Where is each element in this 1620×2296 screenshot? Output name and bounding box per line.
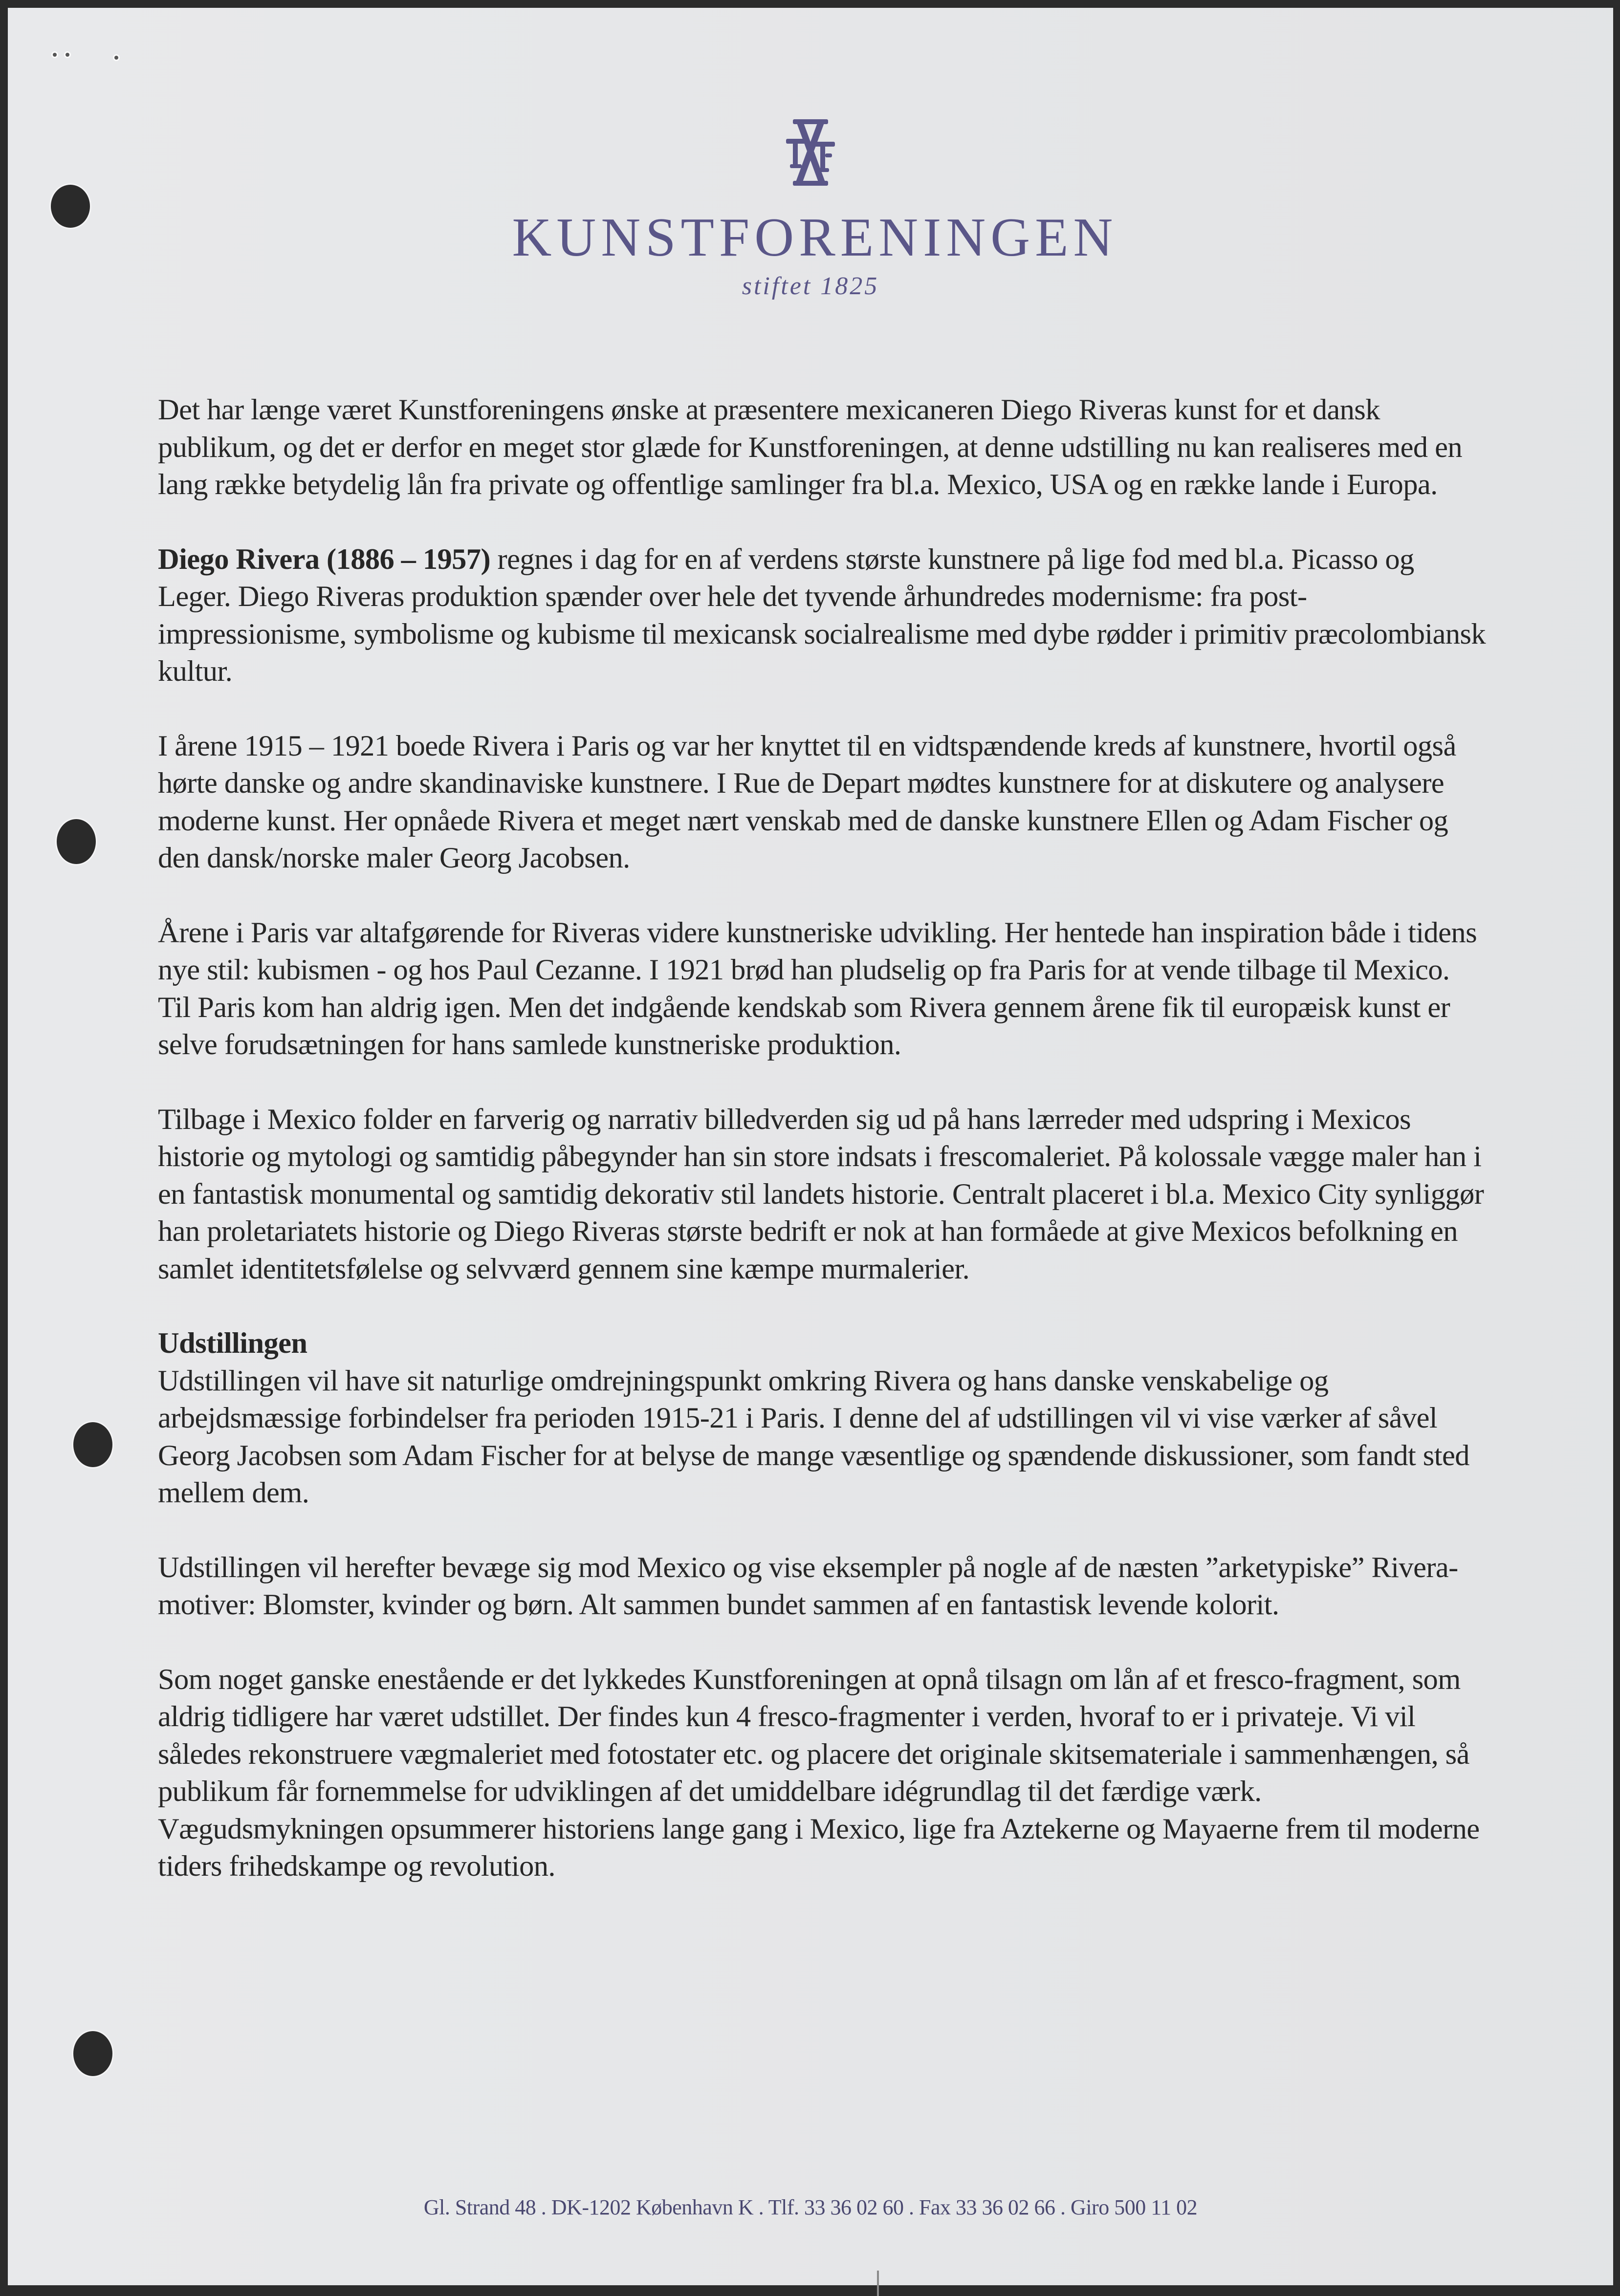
scan-mark xyxy=(877,2271,879,2296)
paragraph-paris: I årene 1915 – 1921 boede Rivera i Paris og var her knyttet til en vidtspændende kreds af kunstnere, hvortil også hørte danske og andre skandinaviske kunstnere. I Rue de Depart mødtes kunstnere for at diskutere og analysere moderne kunst. Her opnåede Rivera et meget nært venskab med de danske kunstnere Ellen og Adam Fischer og den dansk/norske maler Georg Jacobsen. xyxy=(158,729,1456,874)
letterhead xyxy=(8,119,1613,301)
paragraph-mexico: Tilbage i Mexico folder en farverig og narrativ billedverden sig ud på hans lærreder med udspring i Mexicos historie og mytologi og samtidig påbegynder han sin store indsats i frescomaleriet. På kolossale vægge maler han i en fantastisk monumental og samtidig dekorativ stil landets historie. Centralt placeret i bl.a. Mexico City synliggør han proletariatets historie og Diego Riveras største bedrift er nok at han formåede at give Mexicos befolkning en samlet identitetsfølelse og selvværd gennem sine kæmpe murmalerier. xyxy=(158,1103,1484,1285)
staple-hole xyxy=(114,56,118,60)
organization-name: KUNSTFORENINGEN xyxy=(512,207,1118,268)
paragraph-exhibition xyxy=(158,1325,1488,1512)
staple-hole xyxy=(66,53,69,57)
paragraph-rivera xyxy=(158,541,1488,691)
paragraph-paris-years: Årene i Paris var altafgørende for Riveras videre kunstneriske udvikling. Her hentede han inspiration både i tidens nye stil: kubismen - og hos Paul Cezanne. I 1921 brød han pludselig op fra Paris for at vende tilbage til Mexico. Til Paris kom han aldrig igen. Men det indgående kendskab som Rivera gennem årene fik til europæisk kunst er selve forudsætningen for hans samlede kunstneriske produktion. xyxy=(158,916,1477,1061)
kf-monogram-icon xyxy=(786,119,835,186)
paragraph-motifs: Udstillingen vil herefter bevæge sig mod Mexico og vise eksempler på nogle af de næsten ”arketypiske” Rivera-motiver: Blomster, kvinder og børn. Alt sammen bundet sammen af en fantastisk levende kolorit. xyxy=(158,1551,1458,1621)
punch-hole xyxy=(73,1422,112,1467)
paragraph-intro: Det har længe været Kunstforeningens ønske at præsentere mexicaneren Diego Riveras kunst for et dansk publikum, og det er derfor en meget stor glæde for Kunstforeningen, at denne udstilling nu kan realiseres med en lang række betydelig lån fra private og offentlige samlinger fra bl.a. Mexico, USA og en række lande i Europa. xyxy=(158,393,1463,501)
letter-body xyxy=(158,391,1488,1923)
organization-founded: stiftet 1825 xyxy=(742,272,879,300)
punch-hole xyxy=(57,819,96,864)
rivera-name-dates: Diego Rivera (1886 – 1957) xyxy=(158,542,491,576)
paragraph-rivera-text: regnes i dag for en af verdens største kunstnere på lige fod med bl.a. Picasso og Leger. Diego Riveras produktion spænder over hele det tyvende århundredes modernisme: fra post-impressionisme, symbolisme og kubisme til mexicansk socialrealisme med dybe rødder i primitiv præcolombiansk kultur. xyxy=(158,542,1486,688)
punch-hole xyxy=(73,2031,112,2076)
document-page xyxy=(8,8,1613,2285)
footer-address: Gl. Strand 48 . DK-1202 København K . Tlf. 33 36 02 60 . Fax 33 36 02 66 . Giro 500 11 02 xyxy=(423,2195,1198,2219)
staple-hole xyxy=(53,53,57,57)
paragraph-fresco: Som noget ganske enestående er det lykkedes Kunstforeningen at opnå tilsagn om lån af et fresco-fragment, som aldrig tidligere har været udstillet. Der findes kun 4 fresco-fragmenter i verden, hvoraf to er i privateje. Vi vil således rekonstruere vægmaleriet med fotostater etc. og placere det originale skitsemateriale i sammenhængen, så publikum får fornemmelse for udviklingen af det umiddelbare idégrundlag til det færdige værk. Vægudsmykningen opsummerer historiens lange gang i Mexico, lige fra Aztekerne og Mayaerne frem til moderne tiders frihedskampe og revolution. xyxy=(158,1663,1480,1883)
paragraph-exhibition-text: Udstillingen vil have sit naturlige omdrejningspunkt omkring Rivera og hans danske venskabelige og arbejdsmæssige forbindelser fra perioden 1915-21 i Paris. I denne del af udstillingen vil vi vise værker af såvel Georg Jacobsen som Adam Fischer for at belyse de mange væsentlige og spændende diskussioner, som fandt sted mellem dem. xyxy=(158,1364,1469,1509)
section-heading-exhibition: Udstillingen xyxy=(158,1327,307,1360)
